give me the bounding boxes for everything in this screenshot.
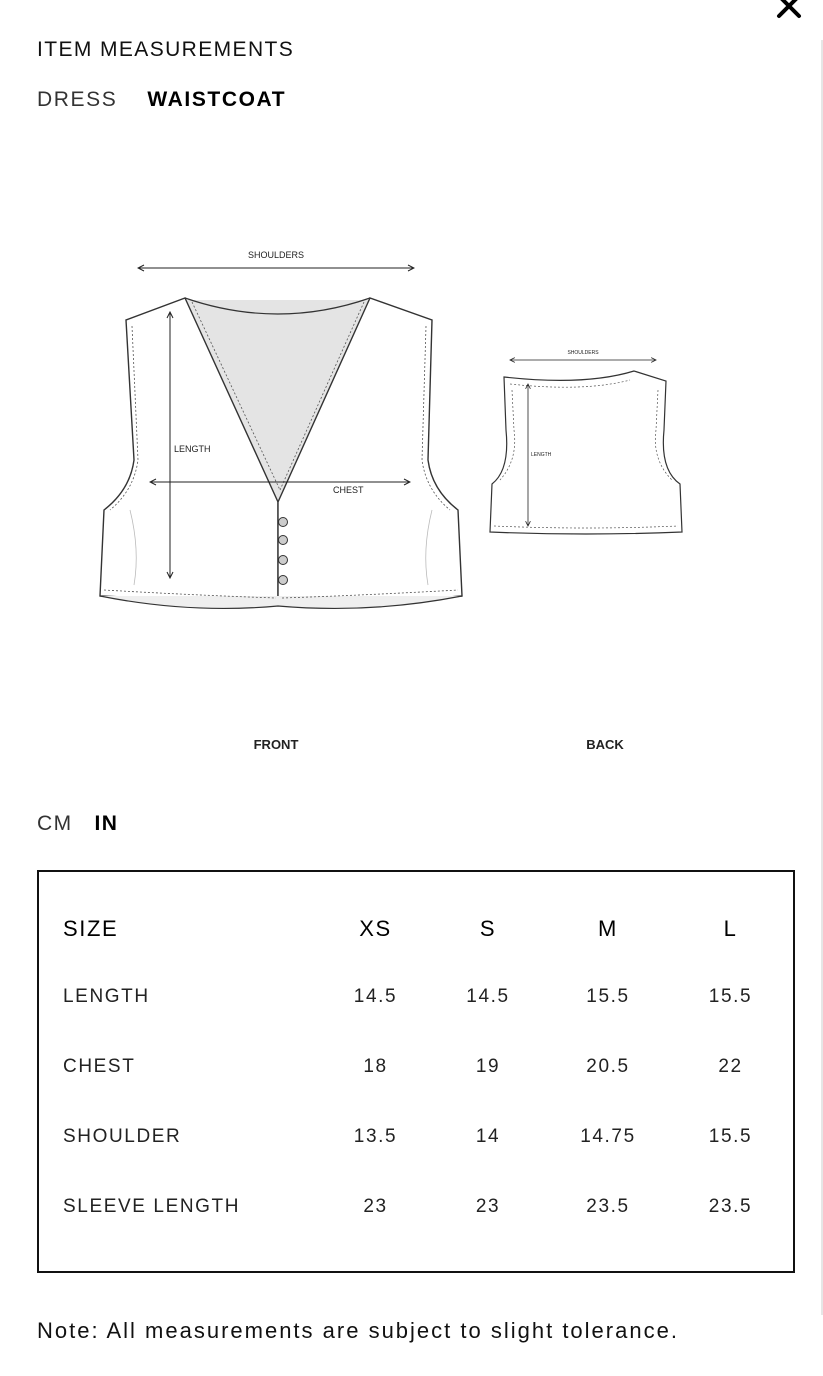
size-table-container	[37, 870, 795, 1273]
table-cell: 15.5	[586, 986, 630, 1007]
back-waistcoat-illustration	[490, 371, 682, 534]
tab-dress[interactable]: DRESS	[37, 88, 118, 111]
table-cell: 18	[363, 1056, 388, 1077]
table-cell: 19	[475, 1056, 501, 1077]
size-table	[63, 896, 783, 1242]
table-row-shoulder	[63, 1102, 783, 1172]
close-icon	[773, 0, 805, 22]
table-cell: 22	[718, 1056, 743, 1077]
front-length-label: LENGTH	[174, 444, 211, 454]
unit-toggle	[37, 812, 118, 836]
back-shoulders-label: SHOULDERS	[567, 350, 599, 356]
table-cell: 14.75	[580, 1126, 636, 1147]
header-xs: XS	[359, 916, 392, 941]
front-waistcoat-illustration	[100, 298, 462, 608]
measurement-diagram	[30, 130, 800, 780]
page-title: ITEM MEASUREMENTS	[37, 38, 295, 61]
header-s: S	[479, 916, 497, 941]
tab-waistcoat[interactable]: WAISTCOAT	[147, 88, 287, 111]
table-cell: 14.5	[466, 986, 510, 1007]
table-cell: 23.5	[586, 1196, 630, 1217]
back-caption: BACK	[586, 737, 624, 752]
row-label: SLEEVE LENGTH	[63, 1196, 241, 1217]
table-cell: 15.5	[708, 986, 753, 1007]
table-cell: 14	[475, 1126, 501, 1147]
header-l: L	[723, 916, 738, 941]
table-cell: 20.5	[586, 1056, 630, 1077]
table-row-length	[63, 962, 783, 1032]
table-cell: 23	[475, 1196, 501, 1217]
table-row-sleeve-length	[63, 1172, 783, 1242]
front-caption: FRONT	[253, 737, 299, 752]
table-row-chest	[63, 1032, 783, 1102]
header-m: M	[598, 916, 618, 941]
tolerance-note: Note: All measurements are subject to slight tolerance.	[37, 1318, 679, 1343]
front-shoulders-label: SHOULDERS	[247, 250, 305, 260]
row-label: LENGTH	[63, 986, 150, 1007]
row-label: CHEST	[63, 1056, 136, 1077]
unit-in-button[interactable]: IN	[94, 812, 119, 835]
header-size: SIZE	[63, 916, 119, 941]
front-chest-label: CHEST	[333, 485, 364, 495]
unit-cm-button[interactable]: CM	[37, 812, 73, 835]
table-cell: 23.5	[708, 1196, 753, 1217]
table-cell: 13.5	[353, 1126, 398, 1147]
table-header-row	[63, 896, 783, 962]
table-cell: 23	[363, 1196, 388, 1217]
row-label: SHOULDER	[63, 1126, 182, 1147]
back-length-label: LENGTH	[531, 452, 552, 458]
table-cell: 15.5	[708, 1126, 753, 1147]
waistcoat-diagram	[30, 130, 800, 780]
table-cell: 14.5	[353, 986, 398, 1007]
garment-tabs	[37, 88, 286, 112]
close-button[interactable]	[773, 0, 805, 22]
